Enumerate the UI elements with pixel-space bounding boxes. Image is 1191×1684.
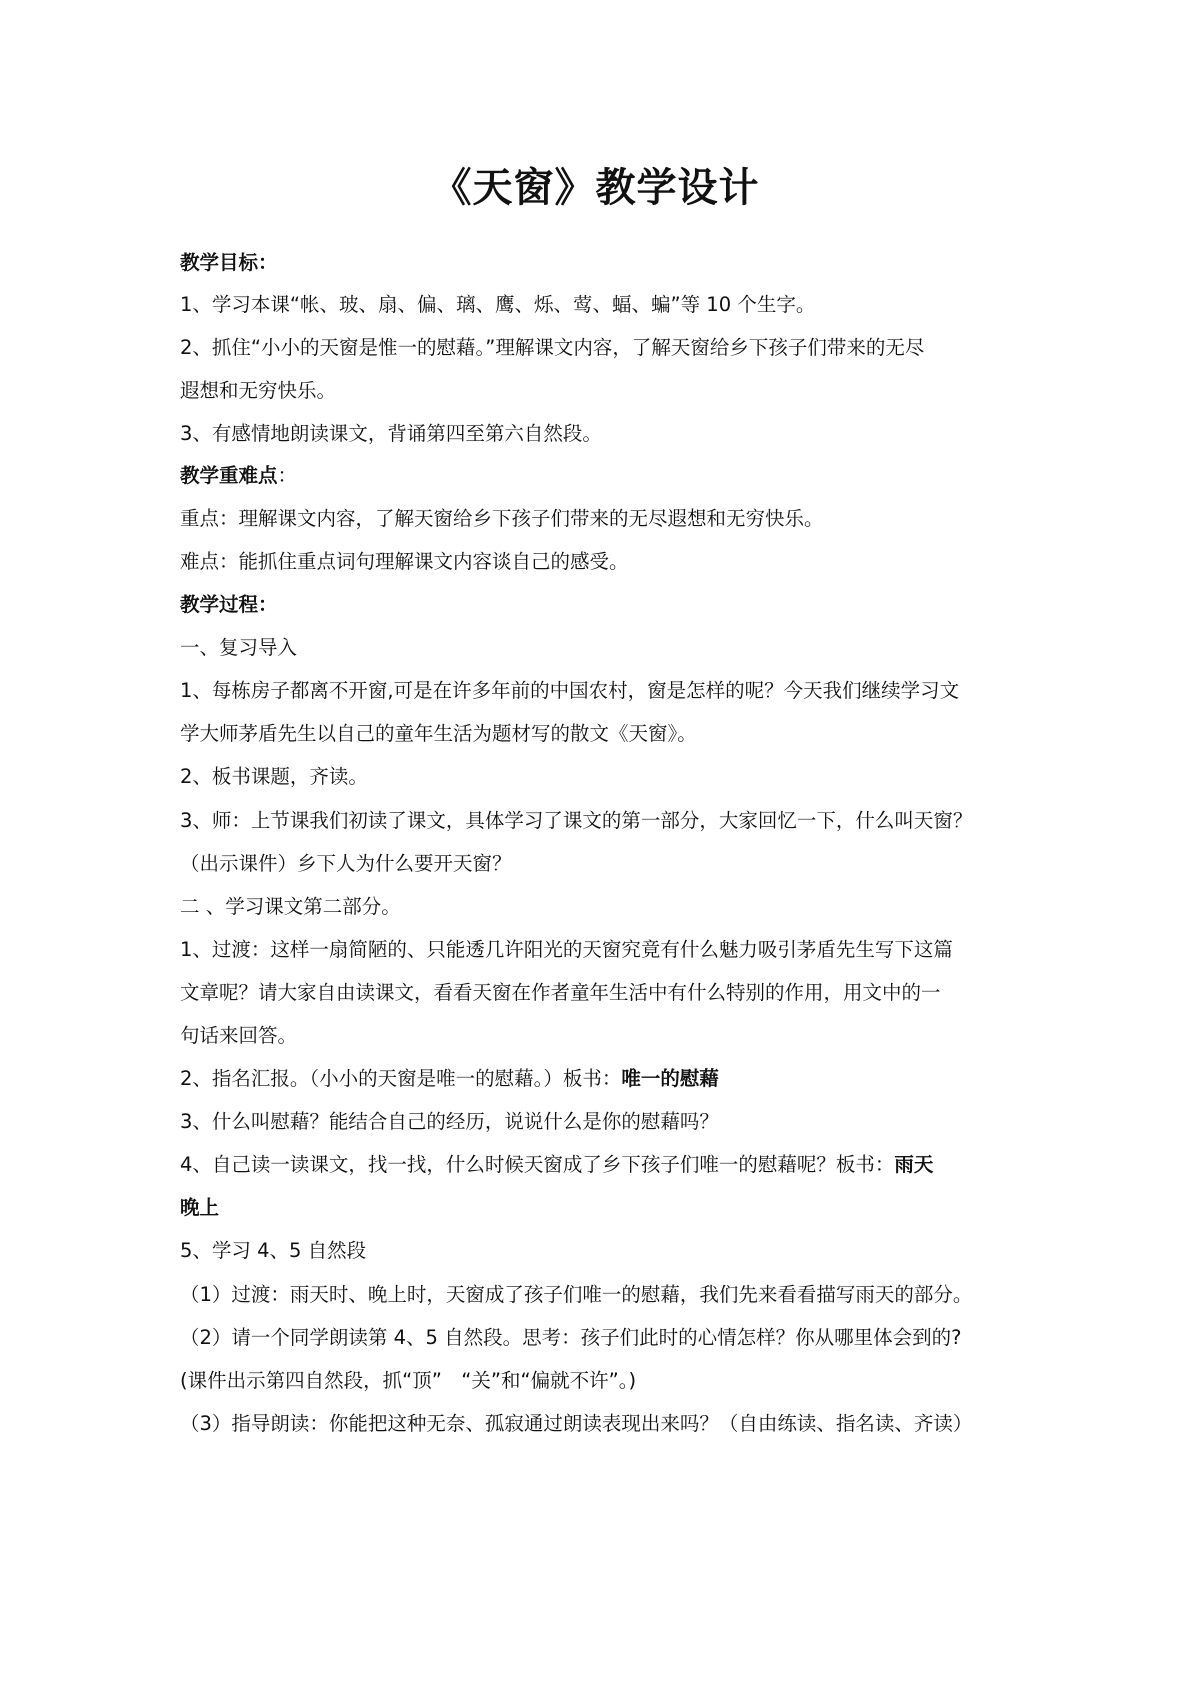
- paragraph-line: （3）指导朗读：你能把这种无奈、孤寂通过朗读表现出来吗？（自由练读、指名读、齐读）: [180, 1412, 973, 1435]
- heading-key-points-label: 教学重难点: [180, 464, 278, 487]
- board-note: 唯一的慰藉: [621, 1067, 719, 1090]
- paragraph-line: (课件出示第四自然段，抓“顶” “关”和“偏就不许”。): [180, 1369, 637, 1392]
- heading-objectives-label: 教学目标：: [180, 251, 278, 274]
- section-heading: 二 、学习课文第二部分。: [180, 895, 401, 918]
- paragraph-line: 2、抓住“小小的天窗是惟一的慰藉。”理解课文内容，了解天窗给乡下孩子们带来的无尽: [180, 336, 925, 359]
- heading-process-label: 教学过程：: [180, 593, 278, 616]
- heading-objectives: [180, 248, 278, 278]
- paragraph-line: 重点：理解课文内容，了解天窗给乡下孩子们带来的无尽遐想和无穷快乐。: [180, 507, 824, 530]
- paragraph-line: 难点：能抓住重点词句理解课文内容谈自己的感受。: [180, 550, 629, 573]
- paragraph-line: 遐想和无穷快乐。: [180, 379, 337, 402]
- paragraph-line: 句话来回答。: [180, 1024, 298, 1047]
- paragraph-line: 1、学习本课“帐、玻、扇、偏、璃、鹰、烁、莺、蝠、蝙”等 10 个生字。: [180, 293, 816, 316]
- paragraph-line: 2、板书课题，齐读。: [180, 765, 368, 788]
- paragraph-line: （1）过渡：雨天时、晚上时，天窗成了孩子们唯一的慰藉，我们先来看看描写雨天的部分。: [180, 1283, 973, 1306]
- paragraph-line: 4、自己读一读课文，找一找，什么时候天窗成了乡下孩子们唯一的慰藉呢？板书：雨天: [180, 1153, 934, 1176]
- board-note: 晚上: [180, 1196, 220, 1219]
- board-note: 雨天: [894, 1153, 934, 1176]
- heading-key-points: 教学重难点：: [180, 464, 298, 487]
- paragraph-line: 2、指名汇报。（小小的天窗是唯一的慰藉。）板书：唯一的慰藉: [180, 1067, 719, 1090]
- paragraph-line: 1、过渡：这样一扇简陋的、只能透几许阳光的天窗究竟有什么魅力吸引茅盾先生写下这篇: [180, 938, 953, 961]
- paragraph-line: 3、师：上节课我们初读了课文，具体学习了课文的第一部分，大家回忆一下，什么叫天窗？: [180, 809, 973, 832]
- section-heading: 一、复习导入: [180, 636, 298, 659]
- paragraph-line: （2）请一个同学朗读第 4、5 自然段。思考：孩子们此时的心情怎样？你从哪里体会到的?: [180, 1326, 962, 1349]
- paragraph-line: 3、什么叫慰藉？能结合自己的经历，说说什么是你的慰藉吗？: [180, 1110, 719, 1133]
- paragraph-line: 5、学习 4、5 自然段: [180, 1239, 367, 1262]
- heading-process: [180, 590, 278, 620]
- paragraph-line: [180, 1193, 219, 1223]
- paragraph-line: 文章呢？请大家自由读课文，看看天窗在作者童年生活中有什么特别的作用，用文中的一: [180, 981, 941, 1004]
- paragraph-line: 1、每栋房子都离不开窗,可是在许多年前的中国农村，窗是怎样的呢？今天我们继续学习文: [180, 679, 960, 702]
- document-title: 《天窗》教学设计: [431, 165, 760, 211]
- paragraph-line: 3、有感情地朗读课文，背诵第四至第六自然段。: [180, 422, 602, 445]
- paragraph-line: （出示课件）乡下人为什么要开天窗？: [180, 852, 512, 875]
- paragraph-line: 学大师茅盾先生以自己的童年生活为题材写的散文《天窗》。: [180, 722, 697, 745]
